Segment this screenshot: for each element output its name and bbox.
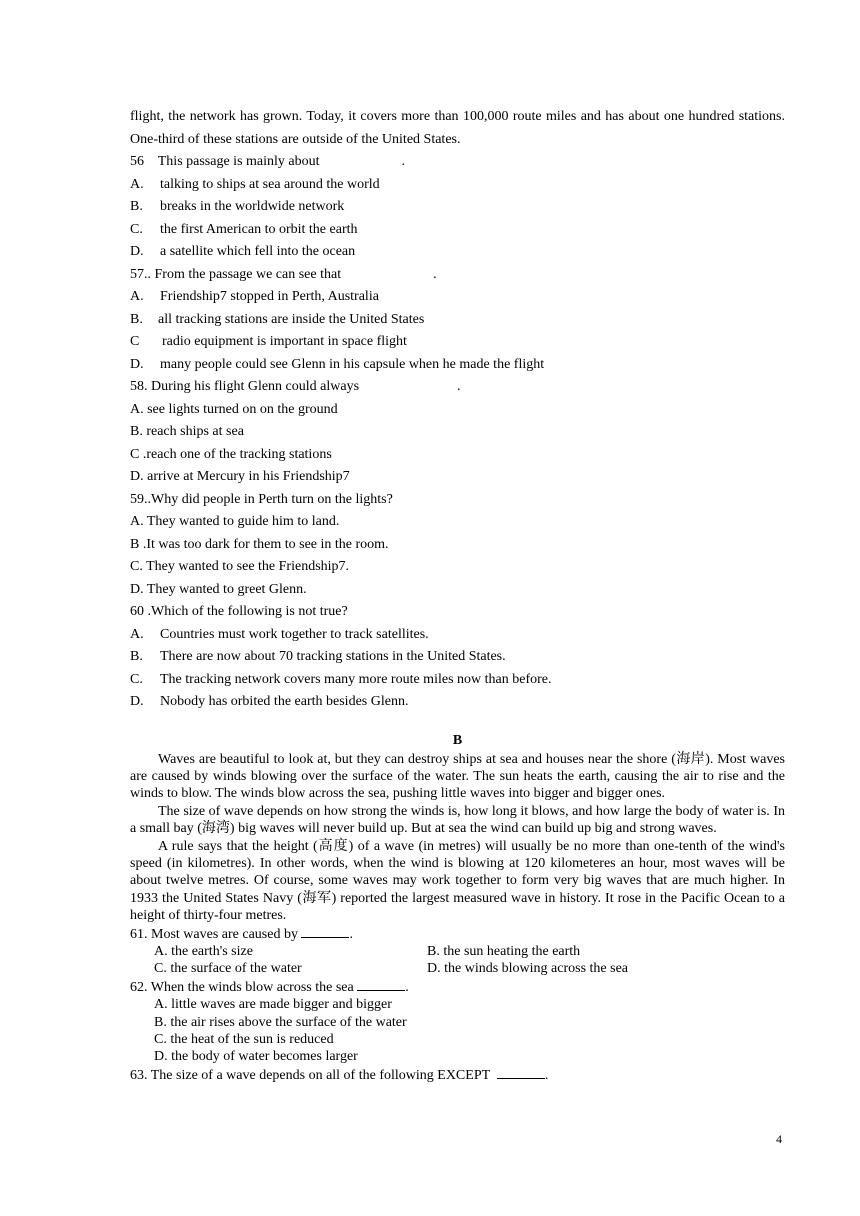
option-61d: D. the winds blowing across the sea bbox=[427, 961, 629, 977]
options-row bbox=[130, 943, 785, 960]
option-59c: C. They wanted to see the Friendship7. bbox=[130, 559, 350, 574]
intro-paragraph: flight, the network has grown. Today, it covers more than 100,000 route miles and has about one hundred stations. One-third of these stations are outside of the United States. bbox=[130, 109, 785, 147]
passage-paragraph: A rule says that the height (高度) of a wave (in metres) will usually be no more than one-tenth of the wind's speed (in kilometres). In other words, when the wind is blowing at 120 kilometeres an hour, most waves will be about twelve metres. Of course, some waves may work together to form very big waves that are much higher. In 1933 the United States Navy (海军) reported the largest measured wave in history. It rose in the Pacific Ocean to a height of thirty-four metres. bbox=[130, 838, 785, 924]
question-stem: 57.. From the passage we can see that bbox=[130, 266, 342, 282]
option-58c: C .reach one of the tracking stations bbox=[130, 446, 332, 462]
option-59d: D. They wanted to greet Glenn. bbox=[130, 581, 307, 597]
page-content bbox=[130, 106, 785, 1084]
question-58 bbox=[130, 376, 785, 399]
answer-blank bbox=[301, 925, 349, 938]
option-62b: B. the air rises above the surface of the water bbox=[154, 1014, 407, 1030]
question-63: 63. The size of a wave depends on all of the following EXCEPT . bbox=[130, 1067, 549, 1083]
question-56 bbox=[130, 151, 785, 174]
section-heading: B bbox=[452, 732, 463, 748]
question-57 bbox=[130, 264, 785, 287]
option-59a: A. They wanted to guide him to land. bbox=[130, 514, 340, 529]
question-stem: 58. During his flight Glenn could always bbox=[130, 379, 360, 394]
passage-paragraph: The size of wave depends on how strong the winds is, how long it blows, and how large the body of water is. In a small bay (海湾) big waves will never build up. But at sea the wind can build up big and strong waves. bbox=[130, 803, 785, 837]
option-59b: B .It was too dark for them to see in the room. bbox=[130, 536, 389, 552]
option-62d: D. the body of water becomes larger bbox=[154, 1049, 358, 1065]
option-57c: C radio equipment is important in space flight bbox=[130, 334, 407, 349]
option-60b: B. There are now about 70 tracking stations in the United States. bbox=[130, 649, 506, 664]
question-end: . bbox=[433, 266, 437, 282]
question-62: 62. When the winds blow across the sea . bbox=[130, 979, 409, 995]
option-58d: D. arrive at Mercury in his Friendship7 bbox=[130, 469, 350, 484]
question-stem: 56 This passage is mainly about bbox=[130, 154, 320, 169]
option-61c: C. the surface of the water bbox=[154, 961, 302, 977]
page-number: 4 bbox=[776, 1132, 782, 1146]
option-57b: B. all tracking stations are inside the United States bbox=[130, 311, 425, 327]
options-row bbox=[130, 960, 785, 977]
option-60d: D. Nobody has orbited the earth besides Glenn. bbox=[130, 694, 409, 709]
question-61: 61. Most waves are caused by . bbox=[130, 926, 353, 942]
passage-paragraph: Waves are beautiful to look at, but they can destroy ships at sea and houses near the shore (海岸). Most waves are caused by winds blowing over the surface of the water. The sun heats the earth, causing the air to rise and the winds to blow. The winds blow across the sea, pushing little waves into bigger and bigger ones. bbox=[130, 751, 785, 802]
option-62a: A. little waves are made bigger and bigger bbox=[154, 997, 392, 1013]
option-62c: C. the heat of the sun is reduced bbox=[154, 1032, 334, 1047]
option-61a: A. the earth's size bbox=[154, 943, 253, 959]
question-end: . bbox=[401, 154, 405, 169]
option-56a: A. talking to ships at sea around the world bbox=[130, 176, 380, 192]
question-59: 59..Why did people in Perth turn on the lights? bbox=[130, 491, 393, 507]
option-58b: B. reach ships at sea bbox=[130, 424, 244, 439]
option-60a: A. Countries must work together to track satellites. bbox=[130, 626, 429, 642]
question-60: 60 .Which of the following is not true? bbox=[130, 604, 348, 619]
option-57a: A. Friendship7 stopped in Perth, Australia bbox=[130, 289, 379, 304]
option-56d: D. a satellite which fell into the ocean bbox=[130, 244, 356, 259]
option-60c: C. The tracking network covers many more route miles now than before. bbox=[130, 671, 552, 687]
option-56c: C. the first American to orbit the earth bbox=[130, 221, 358, 237]
option-61b: B. the sun heating the earth bbox=[427, 943, 581, 959]
option-58a: A. see lights turned on on the ground bbox=[130, 401, 338, 417]
answer-blank bbox=[357, 978, 405, 991]
option-57d: D. many people could see Glenn in his capsule when he made the flight bbox=[130, 356, 545, 372]
option-56b: B. breaks in the worldwide network bbox=[130, 199, 345, 214]
question-end: . bbox=[457, 379, 461, 394]
answer-blank bbox=[497, 1066, 545, 1079]
